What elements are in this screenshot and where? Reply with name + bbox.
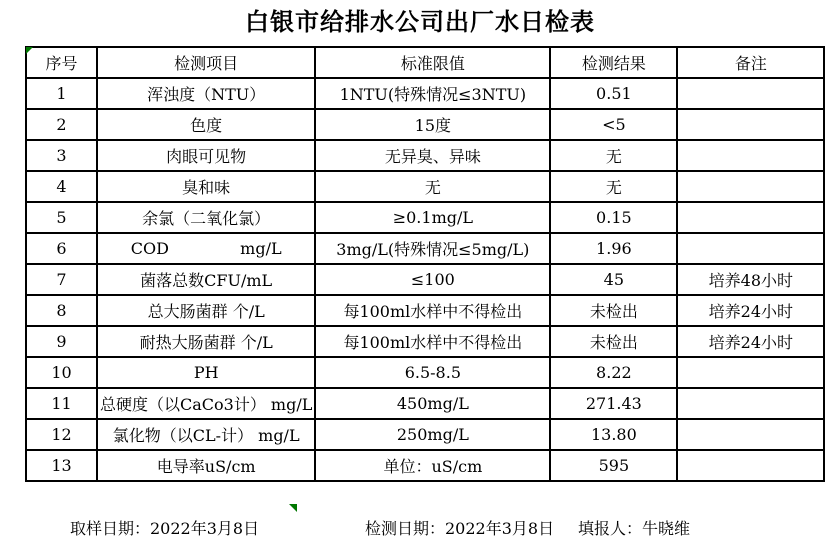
table-row bbox=[26, 140, 824, 171]
table-row bbox=[26, 171, 824, 202]
header-cell-4: 备注 bbox=[677, 47, 824, 78]
inspection-table bbox=[25, 46, 825, 482]
cell-no: 10 bbox=[26, 357, 97, 388]
cell-no: 3 bbox=[26, 140, 97, 171]
cell-no: 9 bbox=[26, 326, 97, 357]
cell-note: 培养24小时 bbox=[677, 295, 824, 326]
cell-note bbox=[677, 450, 824, 481]
cell-item: 菌落总数CFU/mL bbox=[97, 264, 315, 295]
cell-item: 总硬度（以CaCo3计） mg/L bbox=[97, 388, 315, 419]
cell-no: 4 bbox=[26, 171, 97, 202]
cell-limit: 6.5-8.5 bbox=[315, 357, 550, 388]
table-row bbox=[26, 264, 824, 295]
cell-limit: 每100ml水样中不得检出 bbox=[315, 326, 550, 357]
excel-error-corner-icon bbox=[26, 47, 33, 54]
cell-item: 浑浊度（NTU） bbox=[97, 78, 315, 109]
cell-item: 色度 bbox=[97, 109, 315, 140]
cell-item: 肉眼可见物 bbox=[97, 140, 315, 171]
cell-limit: 450mg/L bbox=[315, 388, 550, 419]
cell-result: 无 bbox=[550, 171, 677, 202]
cell-result: 未检出 bbox=[550, 326, 677, 357]
cell-note bbox=[677, 78, 824, 109]
cell-no: 12 bbox=[26, 419, 97, 450]
sample-date-label: 取样日期：2022年3月8日 bbox=[70, 519, 260, 538]
cell-limit: ≤100 bbox=[315, 264, 550, 295]
cell-note bbox=[677, 419, 824, 450]
cell-result: 13.80 bbox=[550, 419, 677, 450]
excel-error-corner-icon bbox=[289, 504, 297, 512]
table-row bbox=[26, 295, 824, 326]
cell-item: 余氯（二氧化氯） bbox=[97, 202, 315, 233]
cell-note bbox=[677, 202, 824, 233]
cell-no: 7 bbox=[26, 264, 97, 295]
header-cell-2: 标准限值 bbox=[315, 47, 550, 78]
cell-note bbox=[677, 233, 824, 264]
cell-result: 595 bbox=[550, 450, 677, 481]
cell-item: 臭和味 bbox=[97, 171, 315, 202]
cell-item: 耐热大肠菌群 个/L bbox=[97, 326, 315, 357]
table-row bbox=[26, 78, 824, 109]
table-row bbox=[26, 450, 824, 481]
cell-limit: 单位：uS/cm bbox=[315, 450, 550, 481]
cell-limit: 无 bbox=[315, 171, 550, 202]
table-row bbox=[26, 388, 824, 419]
cell-no: 13 bbox=[26, 450, 97, 481]
table-row bbox=[26, 109, 824, 140]
cell-limit: 无异臭、异味 bbox=[315, 140, 550, 171]
cell-item: 电导率uS/cm bbox=[97, 450, 315, 481]
test-date-label: 检测日期：2022年3月8日 bbox=[365, 519, 555, 538]
cell-no: 1 bbox=[26, 78, 97, 109]
reporter-label: 填报人：牛晓维 bbox=[578, 519, 691, 538]
cell-note bbox=[677, 171, 824, 202]
header-cell-1: 检测项目 bbox=[97, 47, 315, 78]
cell-result: 0.51 bbox=[550, 78, 677, 109]
table-row bbox=[26, 326, 824, 357]
cell-result: 1.96 bbox=[550, 233, 677, 264]
cell-no: 5 bbox=[26, 202, 97, 233]
cell-limit: 250mg/L bbox=[315, 419, 550, 450]
cell-note: 培养48小时 bbox=[677, 264, 824, 295]
cell-limit: ≥0.1mg/L bbox=[315, 202, 550, 233]
footer bbox=[0, 516, 840, 540]
cell-note bbox=[677, 109, 824, 140]
cell-result: 0.15 bbox=[550, 202, 677, 233]
table-header-row bbox=[26, 47, 824, 78]
cell-no: 2 bbox=[26, 109, 97, 140]
cell-note bbox=[677, 388, 824, 419]
cell-no: 11 bbox=[26, 388, 97, 419]
cell-note bbox=[677, 357, 824, 388]
table-row bbox=[26, 419, 824, 450]
cell-result: 45 bbox=[550, 264, 677, 295]
cell-item: 氯化物（以CL-计） mg/L bbox=[97, 419, 315, 450]
table-row bbox=[26, 202, 824, 233]
cell-limit: 15度 bbox=[315, 109, 550, 140]
cell-note: 培养24小时 bbox=[677, 326, 824, 357]
cell-result: 271.43 bbox=[550, 388, 677, 419]
cell-result: 无 bbox=[550, 140, 677, 171]
cell-no: 6 bbox=[26, 233, 97, 264]
cell-item: COD mg/L bbox=[97, 233, 315, 264]
page-title: 白银市给排水公司出厂水日检表 bbox=[245, 8, 595, 36]
cell-item: PH bbox=[97, 357, 315, 388]
cell-limit: 每100ml水样中不得检出 bbox=[315, 295, 550, 326]
cell-result: 8.22 bbox=[550, 357, 677, 388]
cell-note bbox=[677, 140, 824, 171]
cell-item: 总大肠菌群 个/L bbox=[97, 295, 315, 326]
table-row bbox=[26, 233, 824, 264]
cell-result: <5 bbox=[550, 109, 677, 140]
header-cell-0: 序号 bbox=[26, 47, 97, 78]
header-cell-3: 检测结果 bbox=[550, 47, 677, 78]
table-row bbox=[26, 357, 824, 388]
cell-result: 未检出 bbox=[550, 295, 677, 326]
cell-limit: 1NTU(特殊情况≤3NTU) bbox=[315, 78, 550, 109]
cell-no: 8 bbox=[26, 295, 97, 326]
cell-limit: 3mg/L(特殊情况≤5mg/L) bbox=[315, 233, 550, 264]
